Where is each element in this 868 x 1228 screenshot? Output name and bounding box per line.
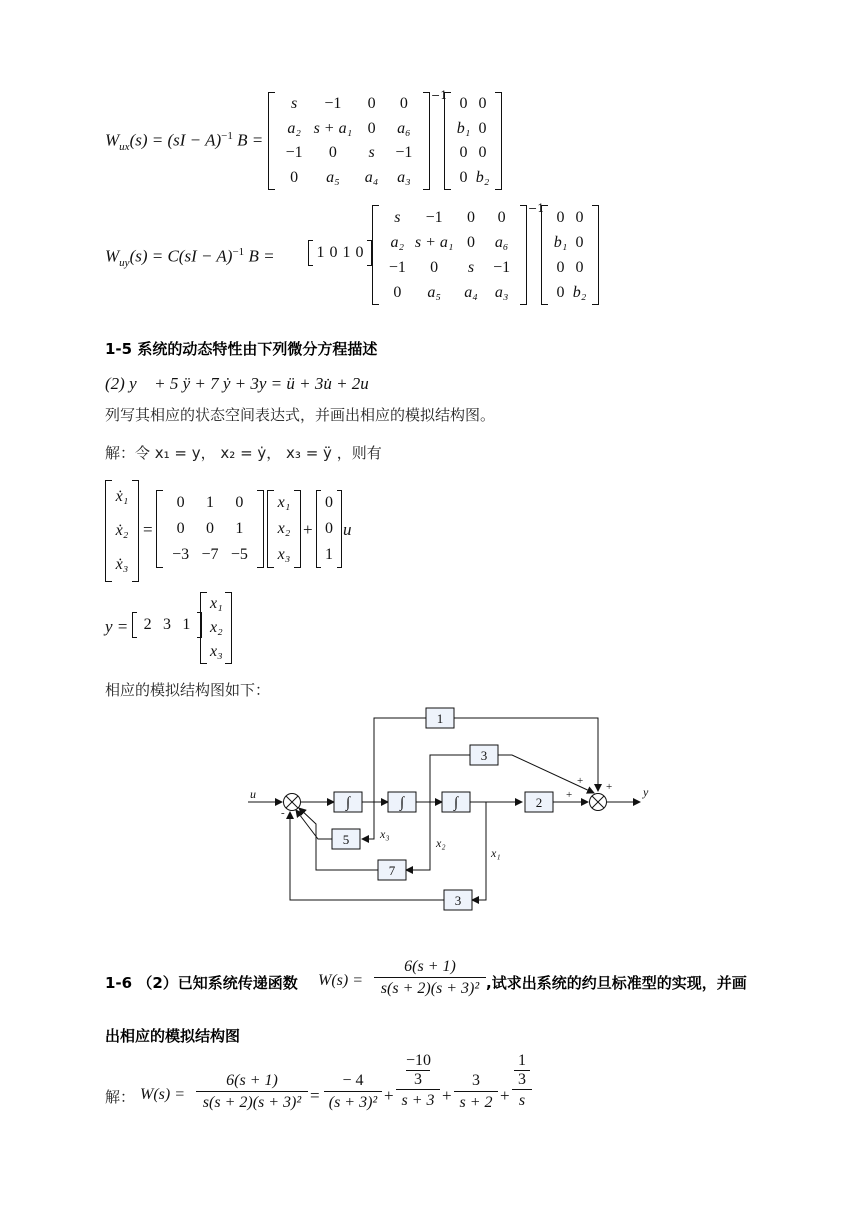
matrix-cell: a₅ (326, 168, 340, 186)
wuy-inverse-sup: −1 (528, 202, 545, 215)
matrix-cell: 0 (466, 233, 475, 251)
section-16-heading-line2: 出相应的模拟结构图 (105, 1027, 241, 1045)
wux-lhs: $W_{ux}(s) = (sI - A)^{-1}$ B = (105, 130, 264, 154)
term4-num-top: 1 (514, 1052, 530, 1071)
tf-denominator: s(s + 2)(s + 3)² (380, 980, 480, 997)
diagram-x2-label: x₂ (436, 836, 446, 850)
matrix-cell: 0 (556, 258, 565, 276)
term4-denominator: s (518, 1092, 526, 1109)
section-16-tf-fraction (374, 958, 486, 998)
output-x-vector (200, 592, 232, 664)
plus-3: + (500, 1086, 510, 1105)
matrix-cell: −1 (493, 258, 511, 276)
gain-label-5: 5 (342, 832, 350, 847)
matrix-cell: a₃ (494, 283, 509, 301)
term3-denominator: s + 2 (459, 1094, 493, 1111)
vector-cell: 1 (342, 244, 351, 261)
matrix-cell: a₃ (397, 168, 411, 186)
matrix-cell: −1 (388, 258, 406, 276)
term1-numerator: − 4 (324, 1072, 382, 1092)
matrix-cell: 0 (575, 208, 584, 226)
gain-label-3-top: 3 (480, 748, 488, 763)
matrix-cell: −1 (324, 95, 342, 113)
term1-denominator: (s + 3)² (328, 1094, 378, 1111)
matrix-cell: 0 (235, 494, 244, 511)
term2-num-top: −10 (406, 1052, 432, 1069)
matrix-cell: 0 (556, 283, 565, 301)
wux-matrix-a (268, 92, 430, 190)
matrix-cell: 0 (478, 95, 487, 113)
vector-cell: 0 (355, 244, 364, 261)
state-x-vector (267, 490, 301, 568)
section-15-equation: (2) y⃛ + 5 ÿ + 7 ẏ + 3y = ü + 3u̇ + 2u (105, 374, 369, 393)
wuy-row-vector (308, 240, 372, 266)
term2-fraction (396, 1052, 440, 1110)
state-lhs-vector (105, 480, 139, 582)
sol-numerator: 6(s + 1) (196, 1072, 308, 1092)
matrix-cell: 1 (235, 520, 244, 537)
vector-cell: 3 (162, 616, 171, 633)
state-matrix-a (156, 490, 264, 568)
matrix-cell: 0 (393, 283, 402, 301)
gain-label-2: 2 (535, 795, 543, 810)
gain-label-3-bottom: 3 (454, 893, 462, 908)
integrator-label-3: ∫ (453, 795, 459, 811)
matrix-cell: −1 (395, 144, 413, 162)
sol-lhs: W(s) = (140, 1086, 186, 1103)
wuy-matrix-b (541, 205, 599, 305)
matrix-cell: 0 (575, 258, 584, 276)
matrix-cell: 0 (430, 258, 439, 276)
vector-cell: x₂ (277, 520, 291, 537)
matrix-cell: 0 (367, 119, 376, 137)
section-15-heading: 1-5 系统的动态特性由下列微分方程描述 (105, 340, 378, 358)
matrix-cell: 0 (367, 95, 376, 113)
term3-fraction (454, 1072, 498, 1112)
matrix-cell: s + a₁ (313, 119, 353, 137)
vector-cell: 0 (329, 244, 338, 261)
output-c-vector (132, 612, 202, 638)
plus-sign-2: + (606, 781, 613, 793)
matrix-cell: −3 (172, 546, 190, 563)
matrix-cell: 0 (459, 95, 468, 113)
sol-denominator: s(s + 2)(s + 3)² (202, 1094, 302, 1111)
output-label: y = (105, 617, 129, 636)
matrix-cell: s (394, 208, 401, 226)
matrix-cell: s (467, 258, 475, 276)
matrix-cell: a₄ (464, 283, 478, 301)
matrix-cell: 0 (176, 520, 185, 537)
matrix-cell: 0 (497, 208, 506, 226)
section-15-solution: 解：令 x₁ = y， x₂ = ẏ， x₃ = ÿ ，则有 (105, 444, 382, 462)
state-input-u: u (343, 520, 352, 539)
vector-cell: x₁ (210, 595, 223, 612)
summing-junction-input (284, 794, 301, 811)
vector-cell: 1 (182, 616, 191, 633)
state-plus: + (303, 520, 313, 539)
wuy-lhs: $W_{uy}(s) = C(sI - A)^{-1}$ B = (105, 246, 275, 270)
integrator-label-1: ∫ (345, 795, 351, 811)
summing-junction-output (590, 794, 607, 811)
vector-cell: x₂ (210, 619, 223, 636)
matrix-cell: b₁ (553, 233, 568, 251)
matrix-cell: 0 (459, 144, 468, 162)
matrix-cell: 0 (478, 144, 487, 162)
matrix-cell: 0 (399, 95, 408, 113)
matrix-cell: 0 (556, 208, 565, 226)
matrix-cell: −1 (425, 208, 443, 226)
matrix-cell: 0 (176, 494, 185, 511)
vector-cell: 0 (325, 520, 333, 537)
vector-cell: x₃ (210, 643, 223, 660)
section-16-solution-prefix: 解： (105, 1088, 136, 1106)
vector-cell: 0 (325, 494, 333, 511)
term1-fraction (324, 1072, 382, 1112)
diagram-x3-label: x₃ (380, 827, 390, 841)
diagram-input-u: u (250, 787, 256, 801)
term4-numerator (512, 1052, 532, 1090)
matrix-cell: 0 (328, 144, 337, 162)
term2-denominator: s + 3 (401, 1092, 435, 1109)
matrix-cell: a₄ (364, 168, 379, 186)
tf-numerator: 6(s + 1) (374, 958, 486, 978)
vector-cell: ẋ₁ (115, 488, 129, 505)
diagram-caption: 相应的模拟结构图如下： (105, 681, 271, 699)
integrator-label-2: ∫ (399, 795, 405, 811)
diagram-x1-label: x₁ (491, 846, 501, 860)
vector-cell: x₃ (277, 546, 291, 563)
matrix-cell: a₂ (287, 119, 301, 137)
matrix-cell: −7 (201, 546, 219, 563)
matrix-cell: a₆ (397, 119, 411, 137)
term2-num-bottom: 3 (414, 1071, 422, 1088)
matrix-cell: −5 (230, 546, 248, 563)
matrix-cell: 1 (205, 494, 214, 511)
term2-numerator (396, 1052, 440, 1090)
matrix-cell: s (291, 95, 298, 113)
plus-2: + (442, 1086, 452, 1105)
sol-equals: = (310, 1086, 320, 1105)
section-15-instruction: 列写其相应的状态空间表达式，并画出相应的模拟结构图。 (105, 406, 496, 424)
state-b-vector (316, 490, 342, 568)
diagram-output-y: y (643, 785, 649, 799)
minus-sign: - (281, 807, 285, 819)
vector-cell: 1 (325, 546, 333, 563)
plus-sign-3: + (566, 789, 573, 801)
plus-sign-1: + (577, 775, 584, 787)
matrix-cell: 0 (205, 520, 214, 537)
wux-matrix-b (444, 92, 502, 190)
sol-fraction (196, 1072, 308, 1112)
vector-cell: 2 (143, 616, 152, 633)
wux-inverse-sup: −1 (431, 89, 448, 102)
matrix-cell: a₆ (494, 233, 509, 251)
state-equals: = (143, 520, 153, 539)
matrix-cell: 0 (575, 233, 584, 251)
gain-label-1: 1 (436, 711, 444, 726)
simulation-block-diagram (0, 700, 868, 920)
vector-cell: 1 (316, 244, 325, 261)
vector-cell: x₁ (277, 494, 291, 511)
matrix-cell: b₂ (475, 168, 490, 186)
gain-label-7: 7 (388, 863, 396, 878)
matrix-cell: b₂ (572, 283, 587, 301)
matrix-cell: 0 (290, 168, 299, 186)
matrix-cell: b₁ (456, 119, 471, 137)
matrix-cell: s + a₁ (414, 233, 454, 251)
matrix-cell: 0 (459, 168, 468, 186)
term3-numerator: 3 (454, 1072, 498, 1092)
matrix-cell: s (368, 144, 375, 162)
term4-num-bottom: 3 (518, 1071, 526, 1088)
matrix-cell: a₂ (390, 233, 405, 251)
section-16-tf-lhs: W(s) = (318, 972, 364, 989)
wuy-matrix-a (372, 205, 527, 305)
matrix-cell: 0 (466, 208, 475, 226)
matrix-cell: a₅ (427, 283, 441, 301)
plus-1: + (384, 1086, 394, 1105)
matrix-cell: 0 (478, 119, 487, 137)
term4-fraction (512, 1052, 532, 1110)
vector-cell: ẋ₃ (115, 556, 129, 573)
matrix-cell: −1 (285, 144, 303, 162)
section-16-heading-prefix: 1-6 （2）已知系统传递函数 (105, 974, 298, 992)
vector-cell: ẋ₂ (115, 522, 129, 539)
section-16-heading-suffix: ,试求出系统的约旦标准型的实现，并画 (486, 974, 747, 992)
